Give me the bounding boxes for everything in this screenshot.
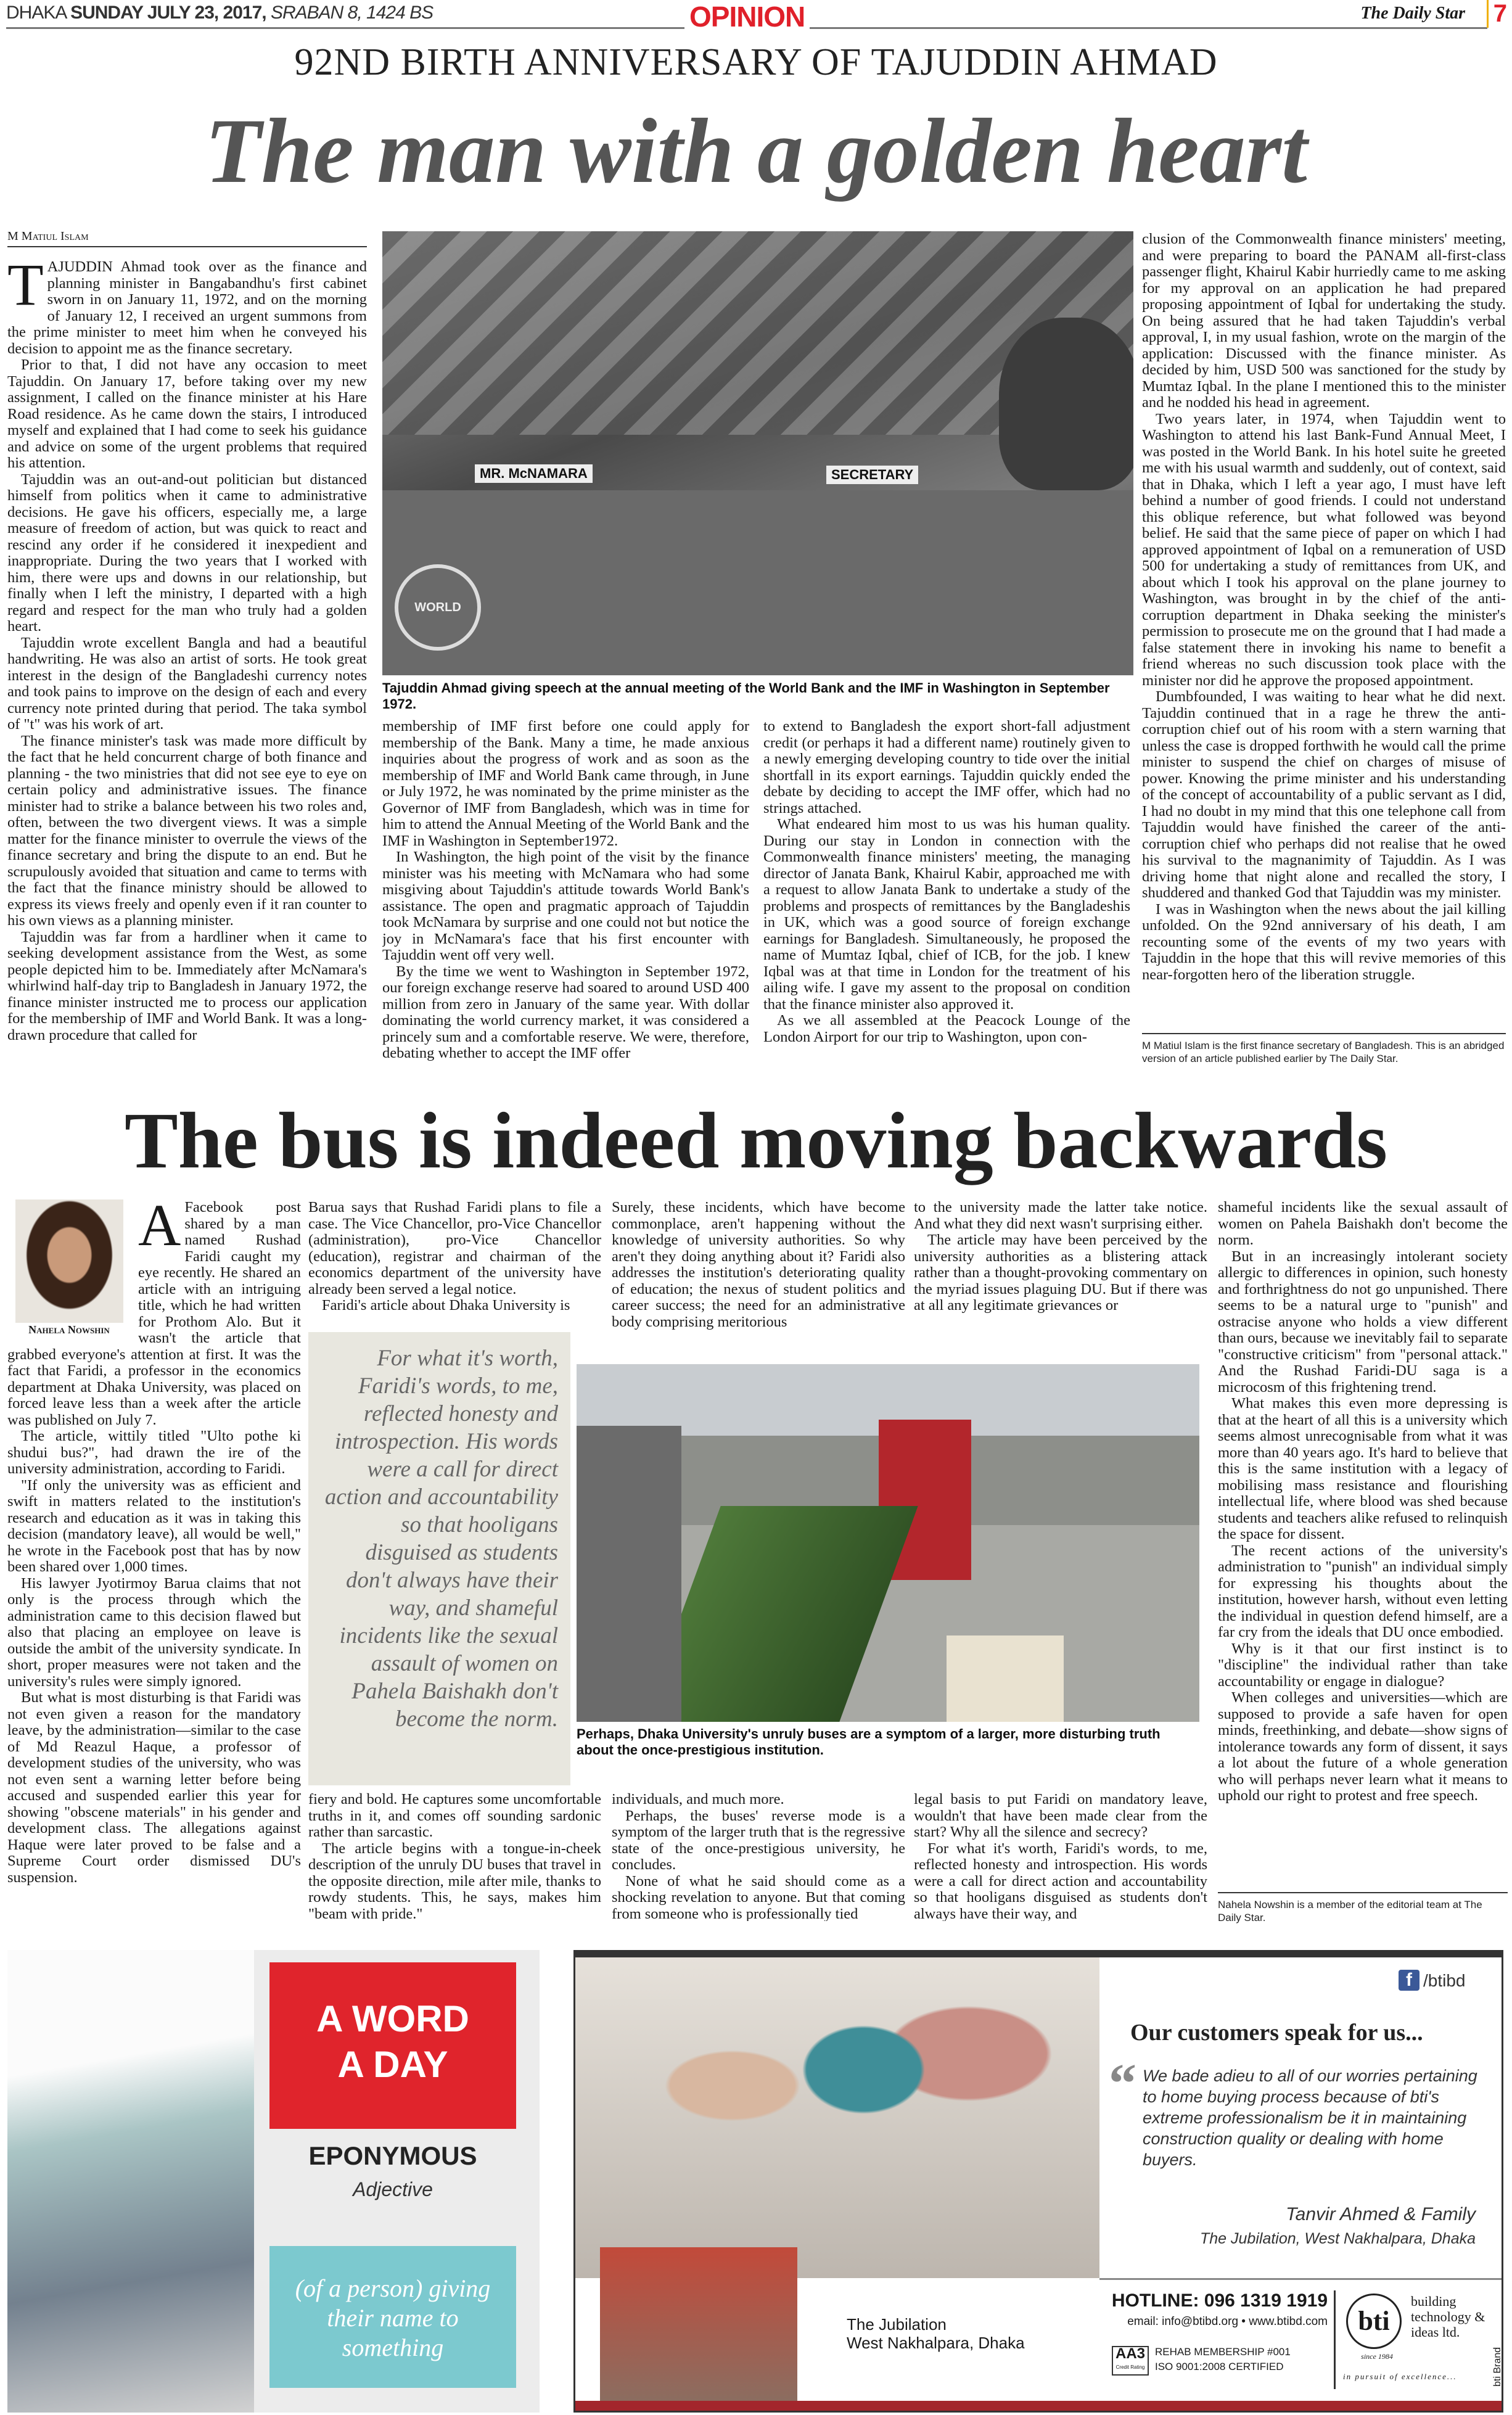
bti-advertisement [573,1950,1503,2413]
photo-world-bank-seal: WORLD [395,564,481,651]
photo-bus-front [947,1635,1064,1722]
paragraph: By the time we went to Washington in September 1972, our foreign exchange reserve had soared to around USD 400 million from zero in January of the same year. With dollar dominating the world currency market, it was considered a princely sum and a comfortable reserve. We were, therefore, debating whether to accept the IMF offer [382,963,749,1061]
credit-rating-label: Credit Rating [1116,2364,1145,2370]
paragraph: What endeared him most to us was his human quality. During our stay in London in connection with the Commonwealth finance ministers' meeting, the managing director of Janata Bank, Khairul Kabir, approached me with a request to allow Janata Bank to undertake a study of the problems and prospects of remittances by the Bangladeshis in UK, which was a good source of foreign exchange earnings for Bangladesh. Simultaneously, he proposed the name of Mumtaz Iqbal, chief of ICB, for the job. I knew Iqbal was at that time in London for the treatment of his ailing wife. I gave my assent to the proposal on condition that the finance minister also approved it. [763,816,1130,1013]
paragraph: Prior to that, I did not have any occasion to meet Tajuddin. On January 17, before taking over my new assignment, I called on the finance minister at his Hare Road residence. As he came down the stairs, I introduced myself and explained that I had come to seek his guidance and advice on some of the urgent problems that required his attention. [7,356,367,471]
paragraph: Two years later, in 1974, when Tajuddin went to Washington to attend his last Bank-Fund Annual Meet, I was posted in the World Bank. In his hotel suite he greeted me with his usual warmth and suddenly, out of context, said that in Dhaka, which I left a year ago, I must have left behind a number of good friends. I could not understand this oblique reference, but what followed was beyond belief. He said that the same piece of paper on which I had approved appointment of Iqbal on a remuneration of USD 500 for undertaking a study of remittances from UK, and about which I took his approval on the plane journey to Washington, was brought in by the chief of the anti-corruption department in Dhaka seeking the minister's permission to prosecute me on the ground that I had made a false statement there in invoking his name to benefit a friend whereas no such discussion took place with the minister nor did he approve the proposed appointment. [1142,410,1506,689]
article1-author-note: M Matiul Islam is the first finance secretary of Bangladesh. This is an abridged version of an article published earlier by The Daily Star. [1142,1033,1506,1065]
paragraph: I was in Washington when the news about the jail killing unfolded. On the 92nd anniversary of his death, I am recounting some of the events of my two years with Tajuddin in the hope that this will revive memories of this near-forgotten hero of the liberation struggle. [1142,900,1506,983]
photo-desk [382,490,1133,675]
dateline-date: SUNDAY JULY 23, 2017, [70,2,266,23]
testimonial-location: The Jubilation, West Nakhalpara, Dhaka [1200,2230,1476,2247]
paragraph: When colleges and universities—which are supposed to provide a safe haven for open minds, freethinking, and debate—show signs of intolerance towards any form of dissent, it says a lot about the future of a whole generation who will perhaps never learn what it means to uphold our right to protest and free speech. [1218,1689,1508,1804]
paragraph: But in an increasingly intolerant society allergic to differences in opinion, such honesty and forthrightness do not go unpunished. There seems to be a natural urge to "punish" and ostracise anyone who holds a view different than ours, because we inevitably fail to separate "constructive criticism" from "personal attack." And the Rushad Faridi-DU saga is a microcosm of this frightening trend. [1218,1248,1508,1396]
paragraph: TAJUDDIN Ahmad took over as the finance and planning minister in Bangabandhu's first cabinet sworn in on January 11, 1972, and on the morning of January 12, I received an urgent summons from the prime minister to meet him when he conveyed his decision to appoint me as the finance secretary. [7,259,367,357]
paper-logo: The Daily Star [1357,4,1469,23]
paragraph: The article, wittily titled "Ulto pothe ki shudui bus?", had drawn the ire of the university administration, according to Faridi. [7,1428,301,1477]
author-figure [7,1199,131,1336]
rehab-membership: REHAB MEMBERSHIP #001 [1155,2346,1291,2358]
paragraph: individuals, and much more. [612,1792,784,1808]
footer-divider [1334,2290,1336,2389]
dateline-bangla-date: SRABAN 8, 1424 BS [270,2,433,23]
paragraph: to the university made the latter take notice. And what they did next wasn't surprising either. [914,1199,1207,1232]
article2-column-5 [1218,1199,1508,1887]
paragraph: Tajuddin was far from a hardliner when it came to seeking development assistance from the West, as some people depicted him to be. Immediately after McNamara's whirlwind half-day trip to Bangladesh in January 1972, the finance minister instructed me to process our application for the membership of IMF and World Bank. It was a long-drawn procedure that called for [7,928,367,1043]
dateline-city: DHAKA [6,2,66,23]
article2-column-1 [7,1199,301,1921]
paragraph: The article begins with a tongue-in-cheek description of the unruly DU buses that travel in the opposite direction, mile after mile, thanks to rowdy students. This, he says, makes him "beam with pride." [308,1840,601,1921]
paragraph: Why is it that our first instinct is to "discipline" the individual rather than take accountability or engage in dialogue? [1218,1640,1508,1690]
photo-secretary-plate: SECRETARY [826,466,918,484]
article1-photo [382,231,1133,675]
photo-traffic-left [577,1426,681,1722]
article2-column-3-bottom [612,1792,905,1921]
article1-column-1 [7,259,367,1064]
paragraph: Surely, these incidents, which have become commonplace, aren't happening without the knowledge of university authorities. So why aren't they doing anything about it? Faridi also addresses the institution's deteriorating quality of education; the nexus of student politics and career success; the need for an administrative body comprising meritorious [612,1199,905,1330]
paragraph: Faridi's article about Dhaka University is [322,1297,570,1314]
article1-caption: Tajuddin Ahmad giving speech at the annual meeting of the World Bank and the IMF in Washington in September 1972. [382,680,1110,712]
paragraph: shameful incidents like the sexual assault of women on Pahela Baishakh don't become the norm. [1218,1199,1508,1248]
paragraph: membership of IMF first before one could apply for membership of the Bank. Many a time, he made anxious inquiries about the progress of work and as soon as the membership of IMF and World Bank came through, in June or July 1972, he was nominated by the prime minister as the Governor of IMF from Bangladesh, which was in time for him to attend the Annual Meeting of the World Bank and the IMF in Washington in September1972. [382,718,749,849]
article2-author-note: Nahela Nowshin is a member of the editorial team at The Daily Star. [1218,1892,1508,1924]
paragraph: Barua says that Rushad Faridi plans to file a case. The Vice Chancellor, pro-Vice Chancellor (administration), pro-Vice Chancellor (education), registrar and chairman of the economics department of the university have already been served a legal notice. [308,1199,601,1298]
paragraph: Perhaps, the buses' reverse mode is a symptom of the larger truth that is the regressive state of the once-prestigious university, he concludes. [612,1807,905,1873]
article2-photo-buses [577,1364,1199,1722]
article2-column-3-top [612,1199,905,1332]
article2-column-2-top [308,1199,601,1332]
article1-kicker: 92ND BIRTH ANNIVERSARY OF TAJUDDIN AHMAD [294,41,1218,83]
eiffel-tower-illustration [7,1950,254,2413]
paragraph: For what it's worth, Faridi's words, to me, reflected honesty and introspection. His words were a call for direct action and accountability so that hooligans disguised as students don't always have their way, and [914,1840,1207,1921]
credit-rating: AA3 [1115,2345,1145,2362]
article2-caption: Perhaps, Dhaka University's unruly buses are a symptom of a larger, more disturbing truth about the once-prestigious institution. [577,1724,1199,1758]
hotline: HOTLINE: 096 1319 1919 [1111,2290,1328,2311]
bti-logo: bti [1346,2294,1402,2349]
article1-headline: The man with a golden heart [205,100,1307,202]
word-a-day-line2: A DAY [337,2044,448,2085]
paragraph: But what is most disturbing is that Faridi was not even given a reason for the mandatory leave, by the administration—similar to the case of Md Reazul Haque, a professor of development studies of the university, who was not even sent a warning letter before being accused and suspended earlier this year for showing "obscene materials" in his gender and development class. The allegations against Haque were later proved to be false and a Supreme Court order dismissed DU's suspension. [7,1689,301,1886]
since-label: since 1984 [1361,2352,1393,2361]
photo-speaker [999,318,1133,490]
article2-column-2-bottom [308,1792,601,1921]
article1-column-3 [763,718,1130,1064]
section-title: OPINION [684,0,810,33]
article2-column-4-top [914,1199,1207,1332]
paragraph: None of what he said should come as a shocking revelation to anyone. But that coming from someone who is professionally tied [612,1872,905,1921]
paragraph: The finance minister's task was made more difficult by the fact that he held concurrent charge of both finance and planning - the two ministries that did not see eye to eye on certain policy and administrative issues. The finance minister had to strike a balance between his two roles and, often, between the two divergent views. It was a simple matter for the finance minister to overrule the views of the finance secretary and bring the dispute to an end. But he scrupulously avoided that situation and came to terms with the fact that the finance ministry should be allowed to express its views freely and openly even if it ran counter to his own views as a planning minister. [7,732,367,929]
credit-rating-badge [1112,2346,1149,2376]
word-a-day-title [269,1962,516,2129]
facebook-icon[interactable]: f [1399,1970,1420,1991]
paragraph: His lawyer Jyotirmoy Barua claims that not only is the process through which the administration came to this decision flawed but also that placing an employee on leave is outside the ambit of the university syndicate. In short, proper measures were not taken and the university's rules were simply ignored. [7,1574,301,1690]
paragraph: AFacebook post shared by a man named Rushad Faridi caught my eye recently. He shared an article with an intriguing title, which he had written for Prothom Alo. But it wasn't the article that grabbed everyone's attention at first. It was the fact that Faridi, a professor in the economics department at Dhaka University, was placed on forced leave less than a week after the article was published on July 7. [7,1199,301,1428]
ad-divider [1099,2278,1502,2280]
contact-info: email: info@btibd.org • www.btibd.com [1127,2315,1328,2328]
ad-heading: Our customers speak for us... [1130,2020,1423,2046]
author-photo [15,1199,123,1323]
open-quote-icon: “ [1109,2053,1136,2114]
dateline [6,2,433,23]
paragraph: The recent actions of the university's administration to "punish" an individual simply for expressing his thoughts about the institution, however harsh, without even letting the individual in question defend himself, are a far cry from the ideals that DU once embodied. [1218,1542,1508,1640]
article1-column-2 [382,718,749,1064]
article1-column-4 [1142,231,1506,1027]
definition: (of a person) giving their name to something [269,2246,516,2388]
article2-headline: The bus is indeed moving backwards [124,1096,1387,1185]
project-location: West Nakhalpara, Dhaka [847,2334,1025,2352]
word: EPONYMOUS [308,2141,477,2170]
paragraph: legal basis to put Faridi on mandatory leave, wouldn't that have been made clear from the start? Why all the silence and secrecy? [914,1792,1207,1840]
paragraph: "If only the university was as efficient and swift in matters related to the institution's research and education as it was in taking this decision (mandatory leave), all would be well," he wrote in the Facebook post that has by now been shared over 1,000 times. [7,1476,301,1575]
paragraph: to extend to Bangladesh the export short-fall adjustment credit (or perhaps it had a different name) routinely given to a newly emerging developing country to tide over the initial shortfall in its export earnings. Tajuddin quickly ended the debate by deciding to accept the IMF offer, which had no strings attached. [763,718,1130,817]
project-label [847,2315,1025,2352]
paragraph: Tajuddin was an out-and-out politician but distanced himself from politics when it came to administrative decisions. He gave his officers, especially me, a large measure of freedom of action, but was quick to react and rescind any order if he considered it inexpedient and inappropriate. During the two years that I worked with him, there were ups and downs in our relationship, but finally when I left the ministry, I departed with a high regard and respect for the man who truly had a golden heart. [7,471,367,635]
facebook-handle[interactable]: /btibd [1423,1971,1466,1990]
paragraph: clusion of the Commonwealth finance ministers' meeting, and were preparing to board the PANAM all-first-class passenger flight, Khairul Kabir hurriedly came to me asking for my approval on an application he had prepared proposing appointment of Iqbal for undertaking the study. On being assured that he had taken Tajuddin's verbal approval, I, in my usual fashion, wrote on the margin of the application: Discussed with the finance minister. As decided by him, USD 500 was sanctioned for the study by Mumtaz Iqbal. In the plane I mentioned this to the minister and he nodded his head in agreement. [1142,231,1506,411]
company-tagline: in pursuit of excellence... [1343,2372,1457,2381]
word-a-day-ad [7,1950,540,2413]
paragraph: Tajuddin wrote excellent Bangla and had a beautiful handwriting. He was also an artist of sorts. He took great interest in the design of the Bangladeshi currency notes and took pains to improve on the design of each and every currency note printed during that period. The taka symbol of "t" was his work of art. [7,634,367,733]
paragraph: What makes this even more depressing is that at the heart of all this is a university which seems almost unrecognisable from what it was more than 40 years ago. It's hard to believe that this is the same institution with a legacy of mobilising mass resistance and flourishing intellectual life, where blood was shed because students and teachers alike refused to relinquish the space for dissent. [1218,1395,1508,1542]
word-a-day-line1: A WORD [316,1998,469,2039]
ad-side-label: bti Brand [1492,2347,1503,2387]
company-name: building technology & ideas ltd. [1411,2294,1485,2340]
paragraph: As we all assembled at the Peacock Lounge of the London Airport for our trip to Washington, upon con- [763,1012,1130,1045]
page-number: 7 [1487,0,1507,28]
project-name: The Jubilation [847,2315,947,2334]
ad-accent-bar [575,2401,1502,2411]
building-illustration [600,2247,797,2401]
article1-byline: M Matiul Islam [7,229,367,247]
paragraph: In Washington, the high point of the visit by the finance minister was his meeting with McNamara who had some misgiving about Tajuddin's attitude towards World Bank's assistance. The open and pragmatic approach of Tajuddin took McNamara by surprise and one could not but notice the joy in McNamara's face that his first encounter with Tajuddin went off very well. [382,849,749,963]
family-photo [575,1957,1099,2278]
photo-nameplate: MR. McNAMARA [475,464,593,483]
paragraph: fiery and bold. He captures some uncomfortable truths in it, and comes off sounding sardonic rather than sarcastic. [308,1792,601,1840]
paragraph: The article may have been perceived by the university authorities as a blistering attack rather than a thought-provoking commentary on the myriad issues plaguing DU. But if there was at all any legitimate grievances or [914,1232,1207,1314]
author-name: Nahela Nowshin [28,1323,110,1336]
paragraph: Dumbfounded, I was waiting to hear what he did next. Tajuddin continued that in a rage he threw the anti-corruption chief out of his room with a stern warning that unless the case is dropped forthwith he would call the prime minister to suspend the chief on charges of misuse of power. Knowing the prime minister and his understanding of the concept of accountability of a public servant as I did, I had no doubt in my mind that this one telephone call from Tajuddin would have finished the career of the anti-corruption chief who perhaps did not realise that he owed his survival to the magnanimity of Tajuddin. As I was driving home that night alone and recalled the story, I shuddered and thanked God that Tajuddin was my minister. [1142,688,1506,901]
part-of-speech: Adjective [353,2178,433,2200]
testimonial-attribution: Tanvir Ahmed & Family [1286,2204,1476,2224]
certifications [1155,2345,1291,2374]
testimonial-quote: We bade adieu to all of our worries pertaining to home buying process because of bti's extreme professionalism be it in maintaining construction quality or dealing with home buyers. [1143,2067,1477,2169]
article2-column-4-bottom [914,1792,1207,1921]
pull-quote: For what it's worth, Faridi's words, to me, reflected honesty and introspection. His words were a call for direct action and accountability so that hooligans disguised as students don't always have their way, and shameful incidents like the sexual assault of women on Pahela Baishakh don't become the norm. [308,1332,570,1785]
photo-median-trees [642,1506,918,1722]
iso-certification: ISO 9001:2008 CERTIFIED [1155,2361,1284,2372]
